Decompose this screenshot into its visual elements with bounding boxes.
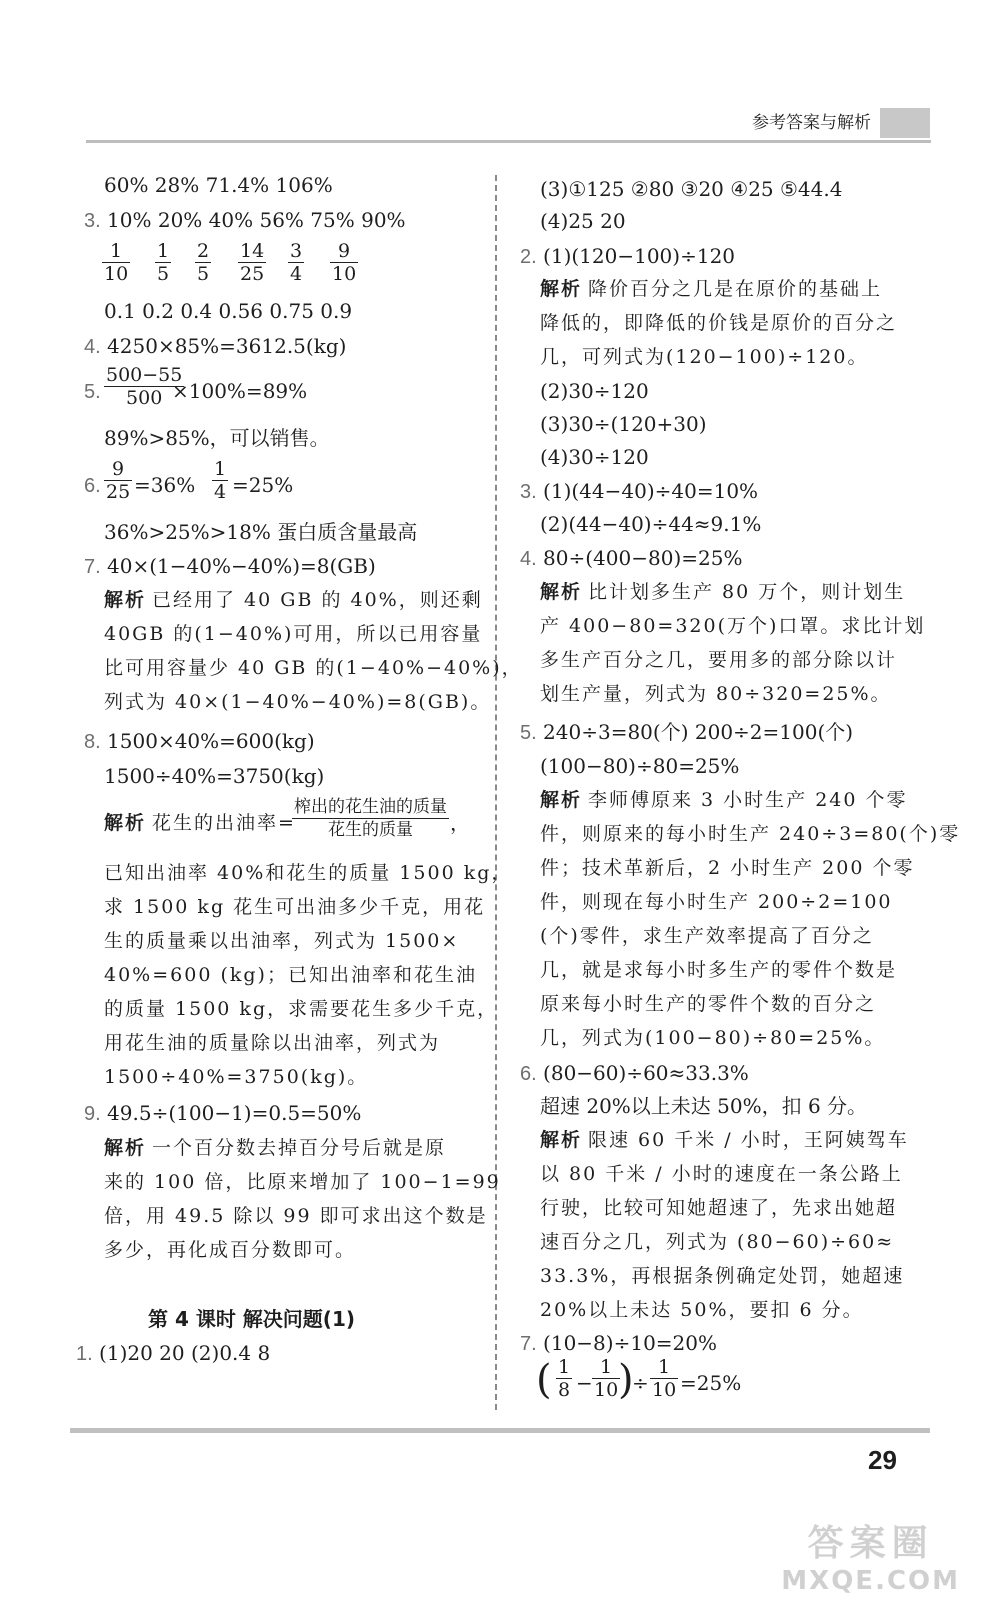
analysis-line: 件，则现在每小时生产 200÷2=100: [540, 891, 893, 913]
analysis-text: 花生的出油率=: [152, 812, 296, 834]
analysis-label: 解析: [540, 278, 583, 300]
answer-line: [520, 545, 742, 572]
analysis-line: 原来每小时生产的零件个数的百分之: [540, 993, 877, 1015]
denominator: 10: [104, 263, 129, 285]
analysis-line: 40%=600 (kg)；已知出油率和花生油: [104, 964, 477, 986]
answer-line: 0.1 0.2 0.4 0.56 0.75 0.9: [104, 299, 353, 323]
item-number: 9.: [84, 1103, 101, 1125]
fraction: [592, 1356, 620, 1401]
item-number-label: 6.: [84, 475, 101, 497]
analysis-text: 一个百分数去掉百分号后就是原: [152, 1137, 447, 1159]
analysis-line: 用花生油的质量除以出油率，列式为: [104, 1032, 441, 1054]
analysis-line: 倍，用 49.5 除以 99 即可求出这个数是: [104, 1205, 488, 1227]
header-title: 参考答案与解析: [752, 113, 871, 133]
analysis-line: 的质量 1500 kg，求需要花生多少千克，: [104, 998, 499, 1020]
analysis-text: 比计划多生产 80 万个，则计划生: [588, 581, 906, 603]
analysis-text: 李师傅原来 3 小时生产 240 个零: [588, 789, 908, 811]
answer-text: 49.5÷(100−1)=0.5=50%: [107, 1101, 362, 1125]
fraction: [238, 240, 266, 285]
header-decoration: [880, 108, 930, 138]
analysis-line: 求 1500 kg 花生可出油多少千克，用花: [104, 896, 486, 918]
column-divider: [495, 175, 497, 1410]
numerator: 1: [650, 1356, 678, 1379]
right-parenthesis: ): [618, 1357, 634, 1403]
analysis-line: 多少，再化成百分数即可。: [104, 1239, 357, 1261]
analysis-line: 以 80 千米 / 小时的速度在一条公路上: [540, 1163, 903, 1185]
answer-line: [520, 719, 853, 746]
answer-line: (4)25 20: [540, 209, 626, 233]
analysis-line: 40GB 的(1−40%)可用，所以已用容量: [104, 623, 483, 645]
analysis-text: 限速 60 千米 / 小时，王阿姨驾车: [588, 1129, 909, 1151]
answer-line: [76, 1340, 270, 1367]
analysis-label: 解析: [104, 812, 147, 834]
analysis-line: 产 400−80=320(万个)口罩。求比计划: [540, 615, 926, 637]
punctuation: ，: [450, 811, 470, 835]
answer-text: =25%: [680, 1371, 742, 1395]
answer-line: 60% 28% 71.4% 106%: [104, 173, 333, 197]
analysis-label: 解析: [104, 589, 147, 611]
numerator: 1: [214, 458, 227, 480]
left-parenthesis: (: [536, 1357, 552, 1403]
item-number: 1.: [76, 1343, 93, 1365]
section-heading: 第 4 课时 解决问题(1): [148, 1307, 356, 1331]
analysis-line: 几，可列式为(120−100)÷120。: [540, 346, 869, 368]
fraction: [155, 240, 171, 285]
analysis-line: 降低的，即降低的价钱是原价的百分之: [540, 312, 898, 334]
numerator: 榨出的花生油的质量: [294, 797, 447, 817]
numerator: 1: [592, 1356, 620, 1379]
denominator: 10: [594, 1379, 619, 1401]
item-number: 7.: [520, 1333, 537, 1355]
numerator: 3: [290, 240, 303, 262]
fraction: [212, 458, 228, 503]
denominator: 8: [558, 1379, 571, 1401]
numerator: 1: [102, 240, 130, 263]
footer-rule: [70, 1428, 930, 1433]
analysis-line: 行驶，比较可知她超速了，先求出她超: [540, 1197, 898, 1219]
watermark-text: 答案圈: [807, 1523, 934, 1564]
answer-line: [84, 333, 346, 360]
watermark-url: MXQE.COM: [781, 1566, 960, 1596]
answer-line: [84, 207, 406, 234]
item-number: [84, 378, 101, 405]
answer-line: (2)(44−40)÷44≈9.1%: [540, 512, 762, 536]
answer-line: [520, 243, 735, 270]
fraction: [292, 796, 449, 841]
numerator: 1: [157, 240, 170, 262]
answer-line: (3)①125 ②80 ③20 ④25 ⑤44.4: [540, 177, 843, 201]
answer-text: =36%: [134, 473, 196, 497]
analysis-line: 33.3%，再根据条例确定处罚，她超速: [540, 1265, 905, 1287]
denominator: 4: [214, 481, 227, 503]
answer-text: 40×(1−40%−40%)=8(GB): [107, 554, 376, 578]
item-number: 4.: [84, 336, 101, 358]
item-number: 3.: [520, 481, 537, 503]
item-number: 7.: [84, 556, 101, 578]
analysis-line: 已知出油率 40%和花生的质量 1500 kg，: [104, 862, 513, 884]
answer-text: 240÷3=80(个) 200÷2=100(个): [543, 720, 854, 744]
analysis-line: 来的 100 倍，比原来增加了 100−1=99: [104, 1171, 501, 1193]
answer-text: 4250×85%=3612.5(kg): [107, 334, 347, 358]
numerator: 9: [330, 240, 358, 263]
numerator: 14: [240, 240, 265, 262]
answer-line: 36%>25%>18% 蛋白质含量最高: [104, 520, 418, 544]
analysis-line: 划生产量，列式为 80÷320=25%。: [540, 683, 892, 705]
analysis-label: 解析: [540, 789, 583, 811]
analysis-line: 几，就是求每小时多生产的零件个数是: [540, 959, 898, 981]
answer-text: ×100%=89%: [172, 379, 308, 403]
numerator: 500−55: [106, 364, 183, 386]
answer-line: (3)30÷(120+30): [540, 412, 707, 436]
answer-text: (1)20 20 (2)0.4 8: [99, 1341, 271, 1365]
analysis-line: 20%以上未达 50%，要扣 6 分。: [540, 1299, 864, 1321]
item-number: 8.: [84, 731, 101, 753]
answer-text: (80−60)÷60≈33.3%: [543, 1061, 749, 1085]
analysis-line: 件；技术革新后，2 小时生产 200 个零: [540, 857, 915, 879]
watermark-logo: [781, 1515, 960, 1596]
item-number: 6.: [520, 1063, 537, 1085]
denominator: 25: [240, 263, 265, 285]
denominator: 花生的质量: [328, 820, 413, 840]
item-number-label: 5.: [84, 381, 101, 403]
answer-text: 1500×40%=600(kg): [107, 729, 315, 753]
answer-line: [520, 478, 758, 505]
item-number: 2.: [520, 246, 537, 268]
fraction: [195, 240, 211, 285]
analysis-line: 件，则原来的每小时生产 240÷3=80(个)零: [540, 823, 961, 845]
analysis-line: 生的质量乘以出油率，列式为 1500×: [104, 930, 460, 952]
operator: ÷: [632, 1371, 649, 1395]
analysis-line: [540, 1127, 909, 1153]
answer-text: =25%: [232, 473, 294, 497]
header-rule: [86, 140, 931, 143]
analysis-line: 速百分之几，列式为 (80−60)÷60≈: [540, 1231, 895, 1253]
analysis-label: 解析: [104, 1137, 147, 1159]
fraction: [330, 240, 358, 285]
operator: −: [576, 1371, 593, 1395]
numerator: 1: [558, 1356, 571, 1378]
analysis-line: [104, 587, 483, 613]
fraction: [104, 458, 132, 503]
answer-line: [520, 1330, 717, 1357]
denominator: 4: [290, 263, 303, 285]
answer-line: (4)30÷120: [540, 445, 649, 469]
answer-line: [84, 1100, 361, 1127]
answer-line: (2)30÷120: [540, 379, 649, 403]
answer-line: [84, 553, 376, 580]
item-number: 4.: [520, 548, 537, 570]
fraction: [102, 240, 130, 285]
answer-line: [84, 728, 315, 755]
analysis-text: 已经用了 40 GB 的 40%，则还剩: [152, 589, 483, 611]
denominator: 5: [197, 263, 210, 285]
analysis-line: [540, 579, 905, 605]
answer-line: 1500÷40%=3750(kg): [104, 764, 325, 788]
fraction: [288, 240, 304, 285]
denominator: 5: [157, 263, 170, 285]
denominator: 10: [332, 263, 357, 285]
denominator: 10: [652, 1379, 677, 1401]
page-number: 29: [868, 1445, 897, 1475]
answer-line: (100−80)÷80=25%: [540, 754, 740, 778]
denominator: 500: [126, 387, 163, 409]
analysis-line: 比可用容量少 40 GB 的(1−40%−40%)，: [104, 657, 523, 679]
item-number: [84, 472, 101, 499]
analysis-line: 1500÷40%=3750(kg)。: [104, 1066, 369, 1088]
answer-line: [520, 1060, 749, 1087]
answer-text: 80÷(400−80)=25%: [543, 546, 743, 570]
analysis-line: [104, 1135, 446, 1161]
numerator: 2: [197, 240, 210, 262]
answer-text: (10−8)÷10=20%: [543, 1331, 718, 1355]
analysis-line: (个)零件，求生产效率提高了百分之: [540, 925, 874, 947]
answer-line: 89%>85%，可以销售。: [104, 426, 330, 450]
analysis-line: [540, 787, 908, 813]
denominator: 25: [106, 481, 131, 503]
analysis-text: 降价百分之几是在原价的基础上: [588, 278, 883, 300]
analysis-line: [104, 810, 296, 836]
analysis-line: 列式为 40×(1−40%−40%)=8(GB)。: [104, 691, 492, 713]
item-number: 5.: [520, 722, 537, 744]
answer-line: 超速 20%以上未达 50%，扣 6 分。: [540, 1094, 868, 1118]
fraction: [650, 1356, 678, 1401]
fraction: [556, 1356, 572, 1401]
analysis-label: 解析: [540, 581, 583, 603]
answer-text: (1)(44−40)÷40=10%: [543, 479, 759, 503]
analysis-line: [540, 276, 882, 302]
numerator: 9: [104, 458, 132, 481]
analysis-line: 几，列式为(100−80)÷80=25%。: [540, 1027, 886, 1049]
analysis-label: 解析: [540, 1129, 583, 1151]
answer-text: 10% 20% 40% 56% 75% 90%: [107, 208, 406, 232]
analysis-line: 多生产百分之几，要用多的部分除以计: [540, 649, 898, 671]
item-number: 3.: [84, 210, 101, 232]
answer-text: (1)(120−100)÷120: [543, 244, 736, 268]
